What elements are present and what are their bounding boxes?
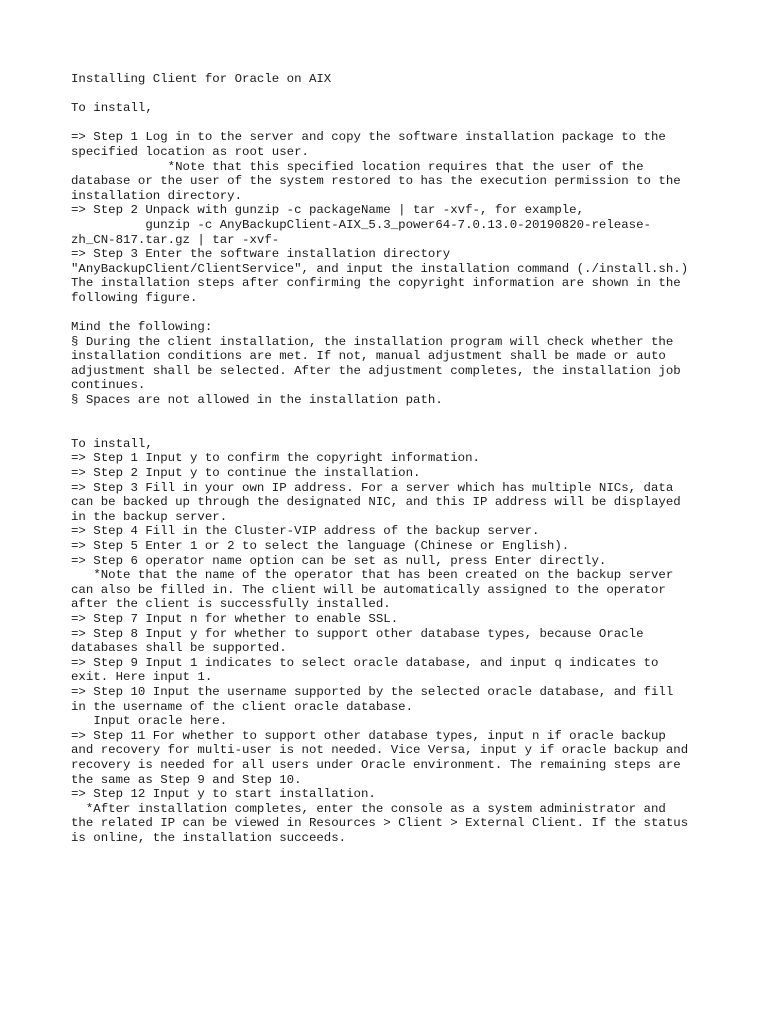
document-line: To install, bbox=[71, 101, 153, 116]
document-line: *After installation completes, enter the console as a system administrator and bbox=[71, 801, 666, 816]
document-line: => Step 7 Input n for whether to enable SSL. bbox=[71, 611, 399, 626]
document-line: can be backed up through the designated NIC, and this IP address will be displayed bbox=[71, 495, 681, 510]
document-line: Input oracle here. bbox=[71, 714, 228, 729]
document-line: the same as Step 9 and Step 10. bbox=[71, 772, 302, 787]
document-line bbox=[71, 422, 711, 437]
document-line: => Step 1 Input y to confirm the copyright information. bbox=[71, 451, 480, 466]
document-line: To install, bbox=[71, 436, 153, 451]
document-line: the related IP can be viewed in Resources > Client > External Client. If the status bbox=[71, 816, 689, 831]
document-body bbox=[71, 72, 711, 845]
document-line: following figure. bbox=[71, 290, 198, 305]
document-line bbox=[71, 87, 711, 102]
document-line: database or the user of the system restored to has the execution permission to the bbox=[71, 174, 681, 189]
document-line: is online, the installation succeeds. bbox=[71, 830, 347, 845]
document-line: gunzip -c AnyBackupClient-AIX_5.3_power64-7.0.13.0-20190820-release- bbox=[71, 217, 651, 232]
document-line: => Step 8 Input y for whether to support other database types, because Oracle bbox=[71, 626, 644, 641]
document-line: => Step 9 Input 1 indicates to select oracle database, and input q indicates to bbox=[71, 655, 659, 670]
document-line: Installing Client for Oracle on AIX bbox=[71, 72, 332, 86]
document-line: in the backup server. bbox=[71, 509, 228, 524]
document-line: "AnyBackupClient/ClientService", and input the installation command (./install.sh.) bbox=[71, 261, 689, 276]
document-line: exit. Here input 1. bbox=[71, 670, 213, 685]
document-line: adjustment shall be selected. After the adjustment completes, the installation job bbox=[71, 363, 681, 378]
document-line: => Step 4 Fill in the Cluster-VIP address of the backup server. bbox=[71, 524, 540, 539]
document-line: in the username of the client oracle database. bbox=[71, 699, 414, 714]
document-line: => Step 5 Enter 1 or 2 to select the language (Chinese or English). bbox=[71, 539, 570, 553]
document-line: => Step 12 Input y to start installation. bbox=[71, 787, 376, 802]
document-line: => Step 3 Fill in your own IP address. For a server which has multiple NICs, data bbox=[71, 480, 674, 495]
document-line: and recovery for multi-user is not needed. Vice Versa, input y if oracle backup and bbox=[71, 743, 689, 758]
document-line: *Note that this specified location requires that the user of the bbox=[71, 159, 644, 174]
document-line: installation directory. bbox=[71, 188, 243, 203]
document-line bbox=[71, 408, 711, 423]
document-line: => Step 11 For whether to support other database types, input n if oracle backup bbox=[71, 728, 666, 743]
document-line: => Step 10 Input the username supported by the selected oracle database, and fill bbox=[71, 684, 674, 699]
document-line: § Spaces are not allowed in the installation path. bbox=[71, 393, 443, 408]
document-line: installation conditions are met. If not, manual adjustment shall be made or auto bbox=[71, 349, 666, 364]
document-line bbox=[71, 116, 711, 131]
document-line: *Note that the name of the operator that has been created on the backup server bbox=[71, 568, 674, 583]
document-line: can also be filled in. The client will be automatically assigned to the operator bbox=[71, 582, 666, 597]
document-line: => Step 1 Log in to the server and copy the software installation package to the bbox=[71, 130, 666, 145]
document-line bbox=[71, 306, 711, 321]
document-line: => Step 3 Enter the software installation directory bbox=[71, 247, 451, 262]
document-line: zh_CN-817.tar.gz | tar -xvf- bbox=[71, 232, 280, 247]
document-line: The installation steps after confirming the copyright information are shown in the bbox=[71, 276, 681, 291]
document-line: continues. bbox=[71, 378, 146, 393]
document-line: § During the client installation, the installation program will check whether the bbox=[71, 334, 674, 349]
document-line: => Step 2 Input y to continue the installation. bbox=[71, 466, 421, 481]
document-line: specified location as root user. bbox=[71, 144, 309, 159]
document-line: databases shall be supported. bbox=[71, 641, 287, 656]
document-line: recovery is needed for all users under Oracle environment. The remaining steps are bbox=[71, 757, 681, 772]
document-line: => Step 6 operator name option can be set as null, press Enter directly. bbox=[71, 553, 607, 568]
document-line: => Step 2 Unpack with gunzip -c packageName | tar -xvf-, for example, bbox=[71, 203, 585, 218]
document-line: Mind the following: bbox=[71, 320, 213, 335]
document-line: after the client is successfully installed. bbox=[71, 597, 391, 612]
